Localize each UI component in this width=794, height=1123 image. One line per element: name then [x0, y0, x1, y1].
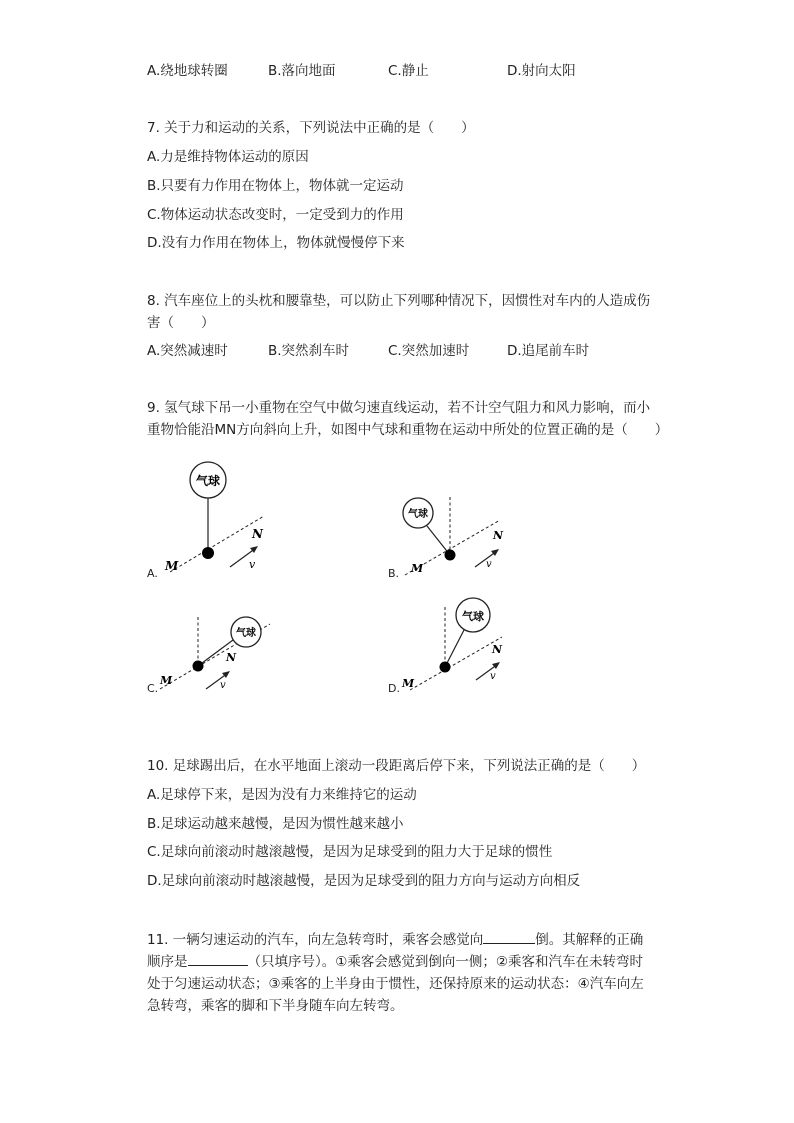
q11-line2: [147, 951, 687, 973]
label-m: M: [411, 562, 424, 575]
q10-option-d: D.足球向前滚动时越滚越慢，是因为足球受到的阻力方向与运动方向相反: [147, 873, 581, 889]
figure-c-label: C.: [147, 682, 159, 695]
q8-stem-line1: 8. 汽车座位上的头枕和腰靠垫，可以防止下列哪种情况下，因惯性对车内的人造成伤: [147, 293, 651, 309]
q10-option-c: C.足球向前滚动时越滚越慢，是因为足球受到的阻力大于足球的惯性: [147, 844, 553, 860]
label-n: N: [226, 651, 237, 664]
figure-c: [160, 612, 270, 697]
label-n: N: [492, 643, 503, 656]
q11-line4: 急转弯，乘客的脚和下半身随车向左转弯。: [147, 998, 404, 1014]
q8-option-c: C.突然加速时: [388, 343, 470, 359]
q11-part3: 顺序是: [147, 954, 188, 970]
figure-a-label: A.: [147, 567, 158, 580]
label-m: M: [402, 677, 415, 690]
weight: [445, 550, 456, 561]
q7-option-d: D.没有力作用在物体上，物体就慢慢停下来: [147, 235, 405, 251]
q11-blank-2[interactable]: [188, 951, 248, 966]
q6-option-d: D.射向太阳: [507, 63, 576, 79]
figure-d: [400, 595, 510, 695]
label-v: v: [249, 558, 256, 571]
label-m: M: [160, 674, 173, 687]
label-v: v: [220, 680, 226, 691]
balloon-text: 气球: [462, 610, 484, 623]
q8-option-a: A.突然减速时: [147, 343, 228, 359]
label-v: v: [490, 671, 496, 682]
figure-d-label: D.: [388, 682, 400, 695]
q11-part4: （只填序号）。①乘客会感觉到倒向一侧；②乘客和汽车在未转弯时: [247, 954, 643, 970]
q7-option-b: B.只要有力作用在物体上，物体就一定运动: [147, 178, 404, 194]
balloon-text: 气球: [195, 474, 221, 488]
q11-line3: 处于匀速运动状态；③乘客的上半身由于惯性，还保持原来的运动状态：④汽车向左: [147, 976, 644, 992]
label-n: N: [252, 527, 263, 541]
q10-stem: 10. 足球踢出后，在水平地面上滚动一段距离后停下来，下列说法正确的是（ ）: [147, 758, 646, 774]
q8-option-b: B.突然刹车时: [268, 343, 350, 359]
q6-option-a: A.绕地球转圈: [147, 63, 228, 79]
q7-stem: 7. 关于力和运动的关系，下列说法中正确的是（ ）: [147, 120, 475, 136]
q10-option-b: B.足球运动越来越慢，是因为惯性越来越小: [147, 816, 404, 832]
q8-option-d: D.追尾前车时: [507, 343, 590, 359]
label-n: N: [493, 529, 504, 542]
q8-stem-line2: 害（ ）: [147, 315, 215, 331]
q10-option-a: A.足球停下来，是因为没有力来维持它的运动: [147, 787, 417, 803]
figure-b: [400, 495, 510, 580]
q11-line1: [147, 929, 687, 951]
figure-b-label: B.: [388, 567, 400, 580]
label-m: M: [165, 559, 179, 573]
q7-option-a: A.力是维持物体运动的原因: [147, 149, 309, 165]
q6-option-b: B.落向地面: [268, 63, 336, 79]
weight: [202, 547, 214, 559]
q7-option-c: C.物体运动状态改变时，一定受到力的作用: [147, 207, 404, 223]
balloon-text: 气球: [236, 628, 256, 639]
q11-block: [147, 929, 687, 1017]
q11-blank-1[interactable]: [483, 929, 535, 944]
q9-stem-line2: 重物恰能沿MN方向斜向上升，如图中气球和重物在运动中所处的位置正确的是（ ）: [147, 422, 669, 438]
label-v: v: [486, 559, 492, 570]
weight: [193, 661, 204, 672]
q11-part1: 11. 一辆匀速运动的汽车，向左急转弯时，乘客会感觉向: [147, 932, 484, 948]
figure-a: [160, 460, 270, 580]
q6-option-c: C.静止: [388, 63, 429, 79]
balloon-text: 气球: [408, 509, 428, 520]
weight: [440, 662, 451, 673]
string: [427, 526, 450, 555]
q9-stem-line1: 9. 氢气球下吊一小重物在空气中做匀速直线运动，若不计空气阻力和风力影响，而小: [147, 400, 651, 416]
string: [445, 630, 464, 667]
q11-part2: 倒。其解释的正确: [535, 932, 644, 948]
